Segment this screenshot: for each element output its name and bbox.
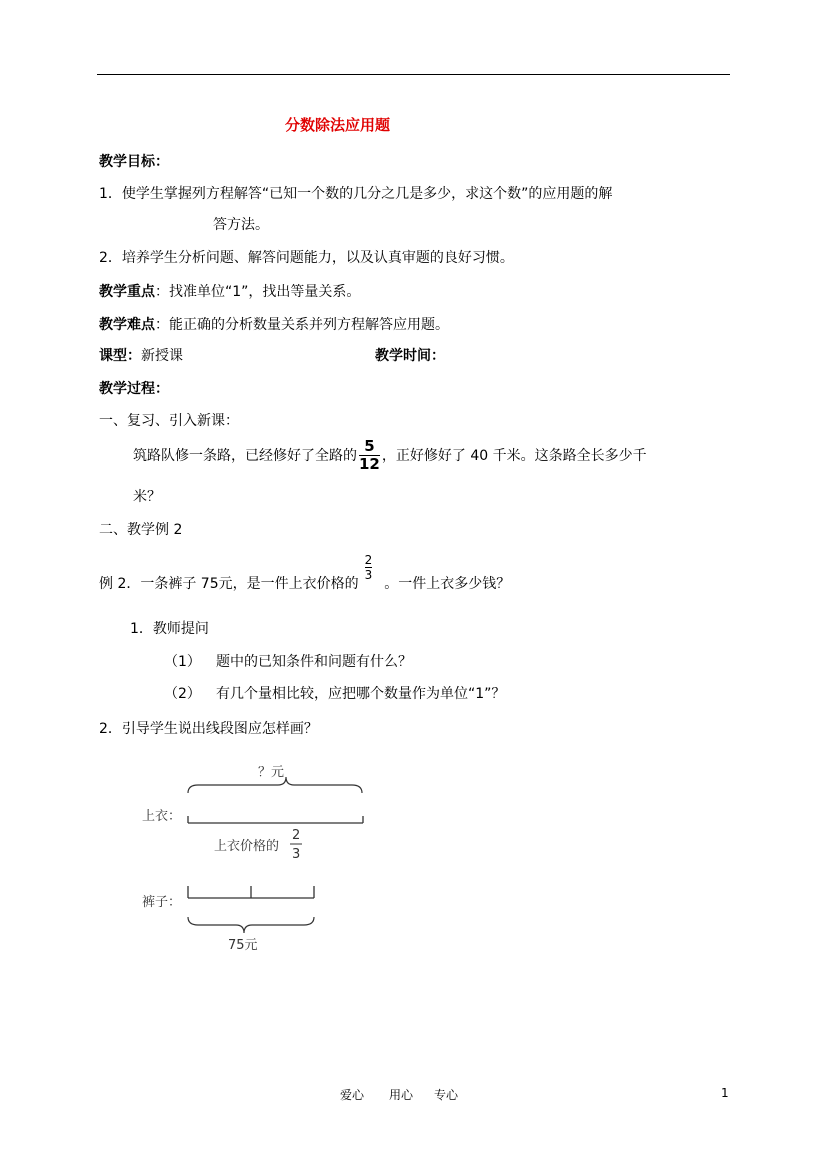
objectives-label: 教学目标： — [99, 154, 169, 170]
question-2-text: 有几个量相比较，应把哪个数量作为单位“1”？ — [216, 686, 506, 702]
section1-problem-line2: 米？ — [133, 489, 161, 505]
fraction-denominator: 12 — [359, 454, 380, 473]
example-2 — [99, 554, 510, 598]
lesson-type — [99, 345, 183, 365]
lesson-type-label: 课型： — [99, 348, 141, 364]
header-rule — [97, 74, 730, 75]
fraction-denominator: 3 — [364, 568, 373, 582]
pants-label: 裤子： — [142, 895, 182, 910]
middle-label: 上衣价格的 — [214, 839, 280, 854]
fraction-2-3 — [365, 554, 373, 581]
bottom-brace — [188, 917, 314, 933]
key-point-text: ：找准单位“1”，找出等量关系。 — [155, 284, 361, 300]
question-1-number: （1） — [164, 654, 201, 670]
fraction-5-12 — [359, 436, 380, 473]
process-label: 教学过程： — [99, 381, 169, 397]
page-number: 1 — [721, 1086, 729, 1100]
section2-heading: 二、教学例 2 — [99, 522, 183, 538]
middle-fraction-denominator: 3 — [292, 847, 301, 862]
example-text-after: 。一件上衣多少钱？ — [384, 576, 511, 592]
footer-motto-2: 用心 — [389, 1088, 414, 1102]
difficulty-label: 教学难点 — [99, 317, 155, 333]
objective-1-line-1: 1．使学生掌握列方程解答“已知一个数的几分之几是多少，求这个数”的应用题的解 — [99, 186, 613, 202]
fraction-numerator: 5 — [364, 436, 375, 455]
bottom-label: 75元 — [228, 938, 258, 953]
section1-problem-line1 — [133, 436, 647, 474]
question-2-number: （2） — [164, 686, 201, 702]
key-point-label: 教学重点 — [99, 284, 155, 300]
objective-2: 2．培养学生分析问题、解答问题能力，以及认真审题的良好习惯。 — [99, 250, 514, 266]
section1-text-before: 筑路队修一条路，已经修好了全路的 — [133, 448, 357, 464]
top-label: ？元 — [258, 765, 285, 780]
lesson-type-text: 新授课 — [141, 348, 183, 364]
coat-label: 上衣： — [142, 809, 182, 824]
lesson-time-label: 教学时间： — [375, 348, 445, 364]
section1-heading: 一、复习、引入新课： — [99, 413, 239, 429]
footer-motto-1: 爱心 — [340, 1088, 365, 1102]
objective-1-line-2: 答方法。 — [213, 217, 269, 233]
question-1-text: 题中的已知条件和问题有什么？ — [216, 654, 412, 670]
key-point — [99, 281, 360, 301]
difficulty — [99, 314, 449, 334]
fraction-numerator: 2 — [364, 553, 373, 567]
section1-text-after: ，正好修好了 40 千米。这条路全长多少千 — [381, 448, 647, 464]
line-segment-diagram — [130, 755, 380, 960]
footer-motto-3: 专心 — [434, 1088, 459, 1102]
difficulty-text: ：能正确的分析数量关系并列方程解答应用题。 — [155, 317, 449, 333]
middle-fraction-numerator: 2 — [292, 828, 301, 843]
step-2: 2．引导学生说出线段图应怎样画？ — [99, 721, 318, 737]
example-text-before: 例 2．一条裤子 75元，是一件上衣价格的 — [99, 576, 359, 592]
step-1: 1．教师提问 — [130, 621, 209, 637]
page-title: 分数除法应用题 — [285, 116, 391, 134]
